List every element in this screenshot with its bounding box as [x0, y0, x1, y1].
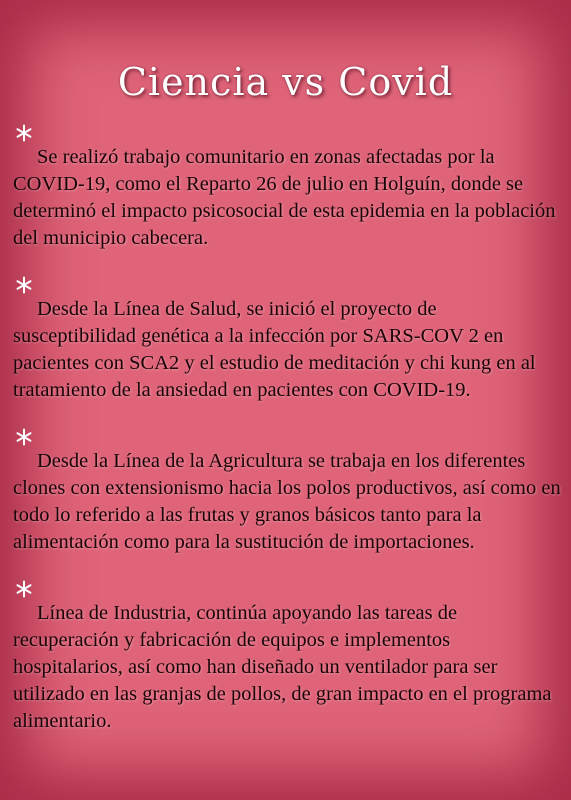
- list-item: [13, 578, 561, 735]
- list-item: [13, 426, 561, 556]
- list-item: [13, 274, 561, 404]
- snowflake-icon: [15, 124, 33, 142]
- bullet-list: [13, 122, 561, 757]
- item-text: Línea de Industria, continúa apoyando las tareas de recuperación y fabricación de equipos e implementos hospitalarios, así como han diseñado un ventilador para ser utilizado en las granjas de pollos, de gran impacto en el programa alimentario.: [13, 602, 552, 732]
- page-title: Ciencia vs Covid: [117, 60, 454, 104]
- item-text: Se realizó trabajo comunitario en zonas afectadas por la COVID-19, como el Reparto 26 de julio en Holguín, donde se determinó el impacto psicosocial de esta epidemia en la población del municipio cabecera.: [13, 146, 556, 249]
- item-text: Desde la Línea de Salud, se inició el proyecto de susceptibilidad genética a la infección por SARS-COV 2 en pacientes con SCA2 y el estudio de meditación y chi kung en al tratamiento de la ansiedad en pacientes con COVID-19.: [13, 298, 536, 401]
- snowflake-icon: [15, 428, 33, 446]
- snowflake-icon: [15, 580, 33, 598]
- item-text: Desde la Línea de la Agricultura se trabaja en los diferentes clones con extensionismo hacia los polos productivos, así como en todo lo referido a las frutas y granos básicos tanto para la alimentación como para la sustitución de importaciones.: [13, 450, 561, 553]
- snowflake-icon: [15, 276, 33, 294]
- list-item: [13, 122, 561, 252]
